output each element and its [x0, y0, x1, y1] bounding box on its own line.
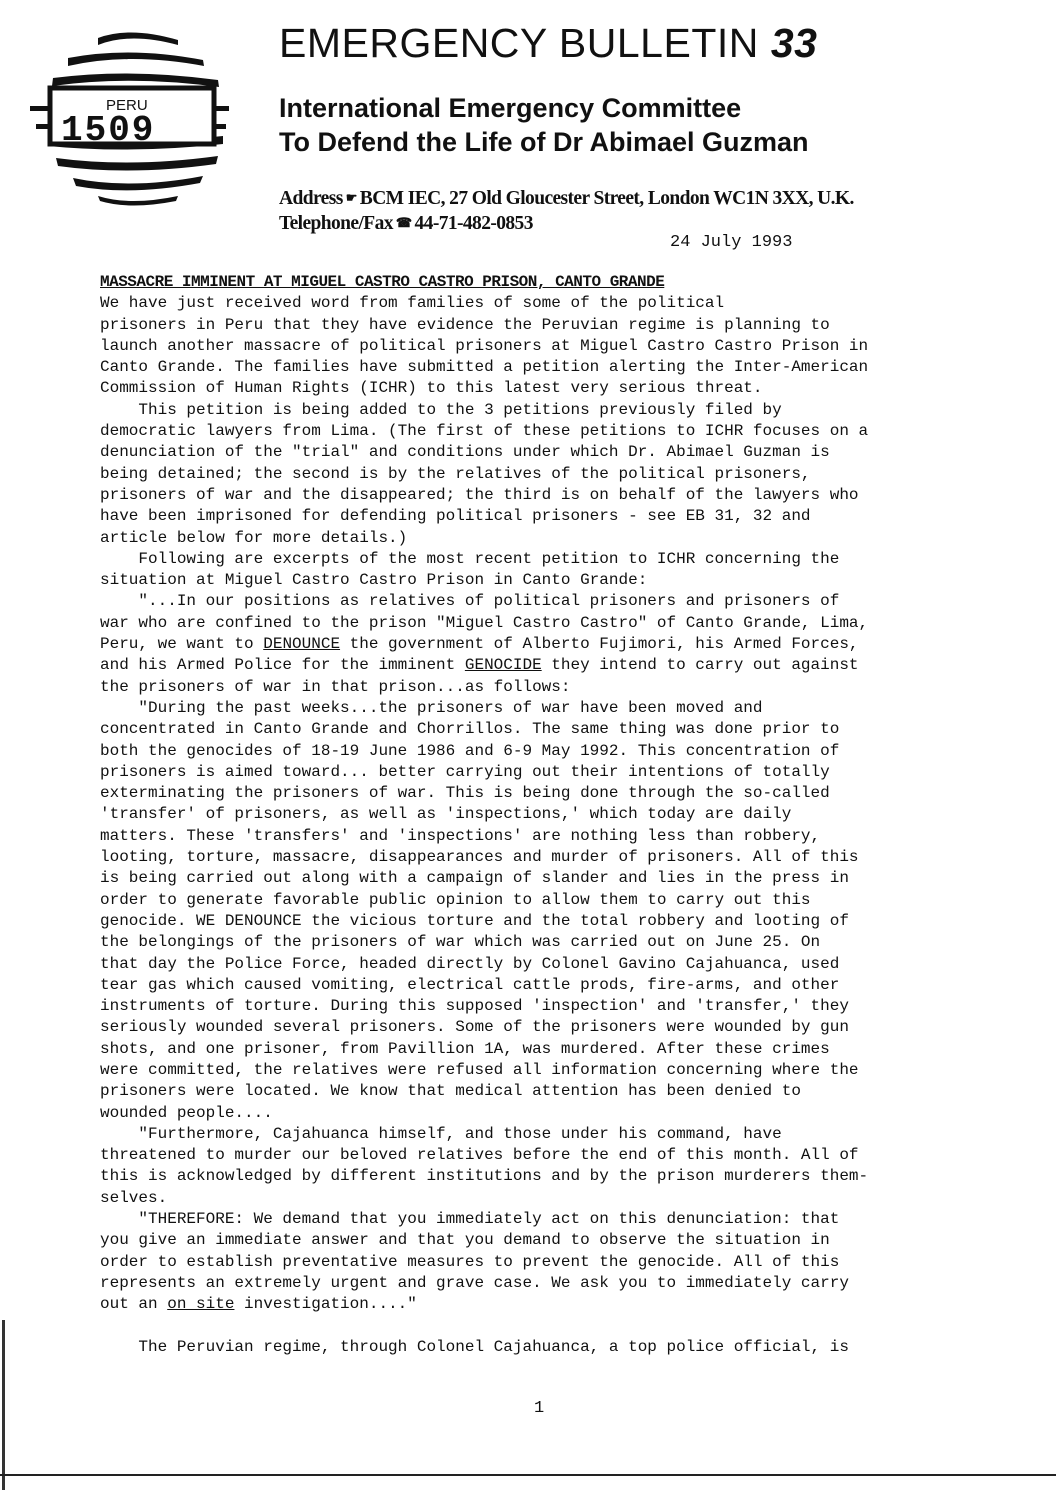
contact-block: [279, 186, 854, 236]
article-line: We have just received word from families of some of the political: [100, 294, 725, 313]
article-line: wounded people....: [100, 1103, 273, 1122]
article-line: is being carried out along with a campaign of slander and lies in the press in: [100, 869, 849, 888]
article-line-denounce: [100, 634, 980, 655]
telephone-icon: ☎: [395, 215, 412, 230]
paragraph-gap: [100, 1316, 980, 1337]
text-run: Peru, we want to: [100, 635, 264, 654]
text-run: the government of Alberto Fujimori, his Armed Forces,: [340, 635, 859, 654]
article-line: This petition is being added to the 3 petitions previously filed by: [100, 400, 782, 419]
article-line: prisoners is aimed toward... better carrying out their intentions of totally: [100, 762, 830, 781]
article-line: "During the past weeks...the prisoners of war have been moved and: [100, 698, 763, 717]
telephone-number: 44-71-482-0853: [414, 213, 533, 234]
article-line: exterminating the prisoners of war. This is being done through the so-called: [100, 784, 830, 803]
committee-name: [279, 91, 809, 159]
telephone-label: Telephone/Fax: [279, 213, 393, 234]
article-line: war who are confined to the prison "Miguel Castro Castro" of Canto Grande, Lima,: [100, 613, 869, 632]
article-line: matters. These 'transfers' and 'inspections' are nothing less than robbery,: [100, 826, 821, 845]
article-line: tear gas which caused vomiting, electrical cattle prods, fire-arms, and other: [100, 975, 840, 994]
article-line: "THEREFORE: We demand that you immediately act on this denunciation: that: [100, 1210, 840, 1229]
bulletin-title: [279, 20, 817, 67]
article-line: were committed, the relatives were refused all information concerning where the: [100, 1060, 859, 1079]
article-paragraphs-b: [100, 677, 980, 1295]
article-line: launch another massacre of political prisoners at Miguel Castro Castro Prison in: [100, 336, 869, 355]
pointing-hand-icon: ☛: [345, 190, 357, 205]
text-run: and his Armed Police for the imminent: [100, 656, 465, 675]
article-line: instruments of torture. During this supposed 'inspection' and 'transfer,' they: [100, 997, 849, 1016]
article-headline: MASSACRE IMMINENT AT MIGUEL CASTRO CASTRO PRISON, CANTO GRANDE: [100, 273, 665, 291]
article-line: have been imprisoned for defending political prisoners - see EB 31, 32 and: [100, 507, 811, 526]
article-line: order to generate favorable public opinion to allow them to carry out this: [100, 890, 811, 909]
article-line: democratic lawyers from Lima. (The first of these petitions to ICHR focuses on a: [100, 422, 869, 441]
article-line: selves.: [100, 1188, 168, 1207]
page-number: 1: [534, 1399, 545, 1418]
emphasis-genocide: GENOCIDE: [464, 656, 542, 675]
article-line: you give an immediate answer and that you demand to observe the situation in: [100, 1231, 830, 1250]
emphasis-denounce: DENOUNCE: [263, 635, 341, 654]
article-paragraphs-a: [100, 293, 980, 634]
article-line: article below for more details.): [100, 528, 408, 547]
logo-number: 1509: [61, 110, 156, 151]
bulletin-date: 24 July 1993: [670, 233, 793, 252]
committee-line-1: International Emergency Committee: [279, 93, 742, 123]
article-line: Commission of Human Rights (ICHR) to this latest very serious threat.: [100, 379, 763, 398]
article-line-onsite: [100, 1294, 980, 1315]
committee-line-2: To Defend the Life of Dr Abimael Guzman: [279, 127, 809, 157]
article-line: concentrated in Canto Grande and Chorrillos. The same thing was done prior to: [100, 720, 840, 739]
article-line: Canto Grande. The families have submitted a petition alerting the Inter-American: [100, 358, 869, 377]
article-line: that day the Police Force, headed directly by Colonel Gavino Cajahuanca, used: [100, 954, 840, 973]
article-line: "...In our positions as relatives of political prisoners and prisoners of: [100, 592, 840, 611]
article-line: prisoners were located. We know that medical attention has been denied to: [100, 1082, 801, 1101]
article-line: threatened to murder our beloved relatives before the end of this month. All of: [100, 1146, 859, 1165]
article-line-genocide: [100, 655, 980, 676]
article-line: shots, and one prisoner, from Pavillion 1A, was murdered. After these crimes: [100, 1039, 830, 1058]
article-line: represents an extremely urgent and grave case. We ask you to immediately carry: [100, 1273, 849, 1292]
article-line: situation at Miguel Castro Castro Prison in Canto Grande:: [100, 571, 648, 590]
text-run: they intend to carry out against: [541, 656, 859, 675]
title-text: EMERGENCY BULLETIN: [279, 20, 759, 66]
article-line: genocide. WE DENOUNCE the vicious torture and the total robbery and looting of: [100, 911, 849, 930]
article-line: Following are excerpts of the most recent petition to ICHR concerning the: [100, 549, 840, 568]
peru-1509-stamp-logo: [28, 18, 233, 208]
address-label: Address: [279, 188, 343, 209]
text-run: investigation....": [234, 1295, 417, 1314]
article-line: this is acknowledged by different institutions and by the prison murderers them-: [100, 1167, 869, 1186]
address-text: BCM IEC, 27 Old Gloucester Street, London WC1N 3XX, U.K.: [359, 188, 854, 209]
article-line: denunciation of the "trial" and conditions under which Dr. Abimael Guzman is: [100, 443, 830, 462]
article-line: order to establish preventative measures to prevent the genocide. All of this: [100, 1252, 840, 1271]
article-line: looting, torture, massacre, disappearances and murder of prisoners. All of this: [100, 848, 859, 867]
logo-peru-text: PERU: [106, 97, 148, 114]
text-run: out an: [100, 1295, 168, 1314]
article-body: [100, 272, 980, 1358]
scan-edge-mark: [2, 1320, 5, 1490]
article-line: prisoners in Peru that they have evidence the Peruvian regime is planning to: [100, 315, 830, 334]
article-line: the belongings of the prisoners of war which was carried out on June 25. On: [100, 933, 821, 952]
article-line: 'transfer' of prisoners, as well as 'inspections,' which today are daily: [100, 805, 792, 824]
article-line: the prisoners of war in that prison...as follows:: [100, 677, 571, 696]
article-line: both the genocides of 18-19 June 1986 and 6-9 May 1992. This concentration of: [100, 741, 840, 760]
address-line: [279, 186, 854, 211]
article-line: prisoners of war and the disappeared; the third is on behalf of the lawyers who: [100, 485, 859, 504]
article-line: "Furthermore, Cajahuanca himself, and those under his command, have: [100, 1124, 782, 1143]
emphasis-on-site: on site: [167, 1295, 235, 1314]
bottom-rule: [0, 1474, 1056, 1476]
article-final-line: The Peruvian regime, through Colonel Cajahuanca, a top police official, is: [100, 1337, 849, 1356]
article-line: seriously wounded several prisoners. Some of the prisoners were wounded by gun: [100, 1018, 849, 1037]
article-line: being detained; the second is by the relatives of the political prisoners,: [100, 464, 811, 483]
bulletin-number: 33: [770, 20, 818, 66]
